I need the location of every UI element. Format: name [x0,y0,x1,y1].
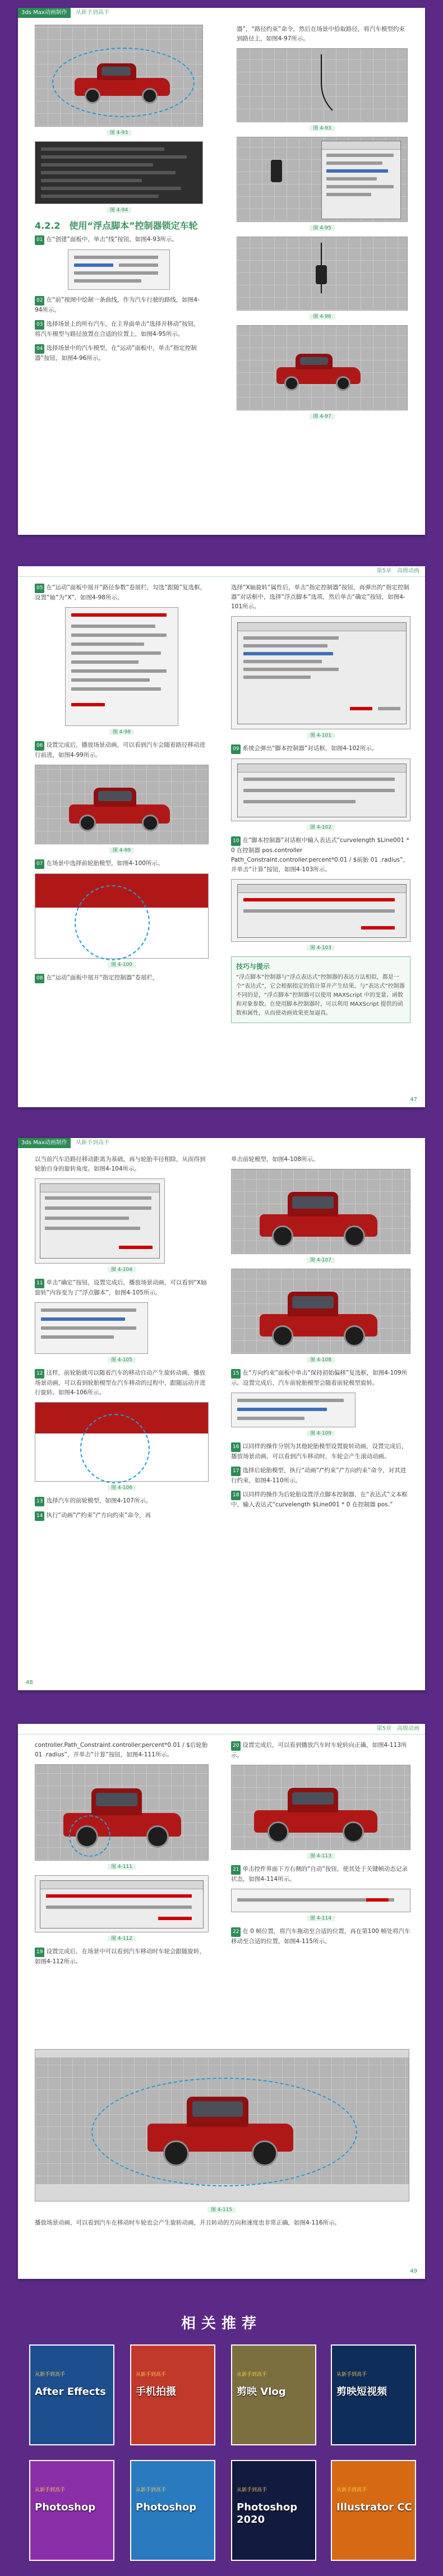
book-cover[interactable]: 从新手到高手 剪映短视频 [331,2344,416,2445]
figure-4-109 [231,1393,356,1427]
book-cover[interactable]: 从新手到高手 剪映 Vlog [231,2344,316,2445]
step-paragraph: 16 以同样的操作分别为其他轮胎模型设置旋转动画，设置完成后，播放场景动画，可以看到汽车移动时，车轮会产生滚动动画。 [231,1443,408,1460]
figure-caption: 图 4-96 [310,314,334,320]
figure-4-101 [231,616,410,729]
step-paragraph: 17 选择后轮胎模型，执行“动画”/“约束”/“方向约束”命令，对其进行约束，如图4-110所示。 [231,1467,407,1484]
figure-caption: 图 4-107 [307,1257,335,1263]
paragraph: 选择“X轴旋转”属性后，单击“指定控制器”按钮，再弹出的“指定控制器”对话框中，选择“浮点脚本”选项，然后单击“确定”按钮，如图4-101所示。 [231,584,409,610]
step-paragraph: 01 在“创建”面板中，单击“线”按钮，如图4-93所示。 [35,235,203,245]
figure-caption: 图 4-115 [207,2207,236,2213]
related-books-section [0,2300,443,2576]
figure-4-106 [35,1402,209,1482]
paragraph: 器”，“路径约束”命令，然后在场景中拾取路径，将汽车模型约束到路径上，如图4-97所示。 [237,26,405,42]
book-cover[interactable]: 从新手到高手 Photoshop [29,2460,114,2561]
figure-4-111 [35,1764,209,1861]
step-paragraph: 15 在“方向约束”面板中单击“保持初始偏移”复选框，如图4-109所示。设置完成后，汽车前轮胎模型会随着前轮模型旋转。 [231,1370,408,1386]
left-column [35,1741,209,1971]
book-cover[interactable]: 从新手到高手 Photoshop 2020 [231,2460,316,2561]
paragraph: 播放场景动画，可以看到汽车在移动时车轮也会产生旋转动画，并且转动的方向和速度也非常正确，如图4-116所示。 [35,2219,341,2226]
running-header [18,1138,425,1148]
figure-4-100 [35,873,209,959]
left-column [35,25,203,368]
right-column [231,1155,410,1514]
page-number: 47 [410,1097,417,1103]
book-cover[interactable]: 从新手到高手 手机拍摄 [130,2344,215,2445]
tip-box [231,956,410,1023]
book-cover[interactable]: 从新手到高手 After Effects [29,2344,114,2445]
step-paragraph: 14 执行“动画”/“约束”/“方向约束”命令，再 [35,1511,209,1521]
figure-caption: 图 4-106 [108,1485,136,1491]
figure-caption: 图 4-102 [307,825,335,830]
running-header: 第5章 高级动画 [18,1724,425,1735]
figure-4-93 [35,25,203,127]
step-paragraph: 03 选择场景上的所有汽车，在主界面单击“选择并移动”按钮，将汽车模型与路径放置在合适的位置上，如图4-95所示。 [35,321,200,337]
step-paragraph: 13 选择汽车的前轮模型，如图4-107所示。 [35,1496,209,1506]
figure-caption: 图 4-93 [107,130,131,136]
step-paragraph: 04 选择场景中的汽车模型，在“运动”面板中，单击“指定控制器”按钮，如图4-96所示。 [35,345,197,362]
figure-caption: 图 4-111 [108,1864,136,1870]
step-paragraph: 09 系统会弹出“脚本控制器”对话框，如图4-102所示。 [231,744,410,754]
red-car-3d [254,1782,377,1844]
step-paragraph: 21 单击控件界面下方右侧的“自动”按钮，使其处于关键帧动态记录状态，如图4-114所示。 [231,1866,408,1883]
left-column [35,583,209,988]
figure-4-114 [231,1889,410,1912]
step-paragraph: 06 设置完成后，播放场景动画，可以看到汽车会随着路径移动进行前进，如图4-99所示。 [35,742,205,759]
red-car-3d [260,1286,377,1348]
figure-4-94-panel [35,141,203,204]
page-number: 48 [26,1680,33,1686]
page-3 [18,1138,425,1690]
figure-caption: 图 4-114 [307,1916,335,1921]
tip-body: “浮点脚本”控制器与“浮点表达式”控制器的表达方法相似，都是一个“表达式”，它会根据指定的值计算并产生结果。与“表达式”控制器不同的是，“浮点脚本”控制器可以使用 MAXScript 中的变量、函数和对象参数。在使用脚本控制器时，可以利用 MAXScript 提供的函数和属性，从而使动画效果更加逼真。 [236,974,405,1016]
figure-caption: 图 4-100 [108,962,136,968]
paragraph: 单击前轮模型，如图4-108所示。 [231,1156,319,1163]
running-header [18,8,425,18]
figure-caption: 图 4-104 [108,1267,136,1273]
tip-title: 技巧与提示 [236,963,270,970]
figure-4-102 [231,759,410,821]
step-paragraph: 02 在“前”视图中绘制一条曲线，作为汽车行驶的路线，如图4-94所示。 [35,297,200,313]
figure-caption: 图 4-95 [310,225,334,231]
step-paragraph: 05 在“运动”面板中展开“路径参数”卷展栏，勾选“跟随”复选框，设置“轴”为“X”，如图4-98所示。 [35,584,206,601]
paragraph: controller.Path_Constraint.controller.percent*0.01 / $后轮胎 01 .radius”，并单击“计算”按钮，如图4-111所示。 [35,1742,208,1758]
figure-4-98 [65,607,178,726]
book-cover[interactable]: 从新手到高手 Photoshop [130,2460,215,2561]
step-paragraph: 07 在场景中选择前轮胎模型，如图4-100所示。 [35,859,209,869]
page-number: 49 [410,2268,417,2274]
figure-caption: 图 4-101 [307,733,335,738]
step-paragraph: 11 单击“确定”按钮，设置完成后，播放场景动画，可以看到“X轴旋转”内容变为了“浮点脚本”，如图4-105所示。 [35,1279,207,1296]
figure-4-108 [231,1269,410,1354]
figure-caption: 图 4-97 [310,414,334,419]
step-paragraph: 19 设置完成后，在场景中可以看到汽车移动时车轮会跟随旋转，如图4-112所示。 [35,1948,205,1965]
figure-caption: 图 4-98 [109,729,134,735]
figure-4-95 [237,137,408,222]
step-paragraph: 12 这样，前轮胎就可以随着汽车的移动自动产生旋转动画，播放场景动画，可以看到轮胎模型在汽车移动的过程中，跟随运动并进行旋转。如图4-106所示。 [35,1370,206,1396]
book-title: 从新手到高手 [75,1140,109,1146]
book-title: 从新手到高手 [75,10,109,16]
figure-caption: 图 4-94 [107,207,131,213]
figure-4-113 [231,1765,410,1850]
figure-4-107 [231,1169,410,1254]
red-car-3d [69,782,170,833]
right-column [237,25,408,425]
right-column [231,583,410,1023]
figure-4-103 [231,879,410,942]
figure-4-99 [35,765,209,844]
figure-4-105 [35,1302,148,1354]
figure-caption: 图 4-113 [307,1853,335,1859]
figure-4-104 [35,1178,165,1264]
figure-caption: 图 4-112 [108,1936,136,1941]
paragraph: 以当前汽车沿路径移动距离为基础，再与轮胎半径相除，从而得到轮胎自身的旋转角度。如图4-104所示。 [35,1156,206,1172]
step-paragraph: 08 在“运动”面板中展开“指定控制器”卷展栏， [35,973,209,983]
section-title: 4.2.2 使用“浮点脚本”控制器锁定车轮 [35,220,198,231]
page-4 [18,1724,425,2279]
step-paragraph: 10 在“脚本控制器”对话框中输入表达式“curvelength $Line001 * 0 在控制器 pos.controller Path_Constraint.controller.percent*0.01 / $前胎 01 .radius”，并单击“计算”按钮，如图4-103所示。 [231,837,409,873]
series-tag: 3ds Max动画制作 [18,8,71,18]
figure-caption: 图 4-109 [307,1431,335,1436]
step-paragraph: 18 以同样的操作为后轮胎设置浮点脚本控制器，在“表达式”文本框中，输入表达式“curvelength $Line001 * 0 在控制器 pos.” [231,1491,408,1508]
figure-4-94 [237,48,408,122]
step-paragraph: 22 在 0 帧位置，将汽车拖动至合适的位置，再在第100 帧处将汽车移动至合适的位置，如图4-115所示。 [231,1928,410,1945]
page-2 [18,566,425,1107]
figure-4-97 [237,325,408,410]
left-column [35,1155,209,1525]
line-button-panel [68,249,170,290]
related-title: 相关推荐 [181,2315,262,2332]
figure-4-96 [237,237,408,311]
book-cover[interactable]: 从新手到高手 Illustrator CC [331,2460,416,2561]
red-car-3d [260,1186,377,1248]
red-car-3d [276,348,361,393]
figure-4-115 [35,2049,409,2202]
figure-4-112 [35,1875,209,1932]
figure-caption: 图 4-105 [108,1357,136,1363]
right-column [231,1741,410,1951]
figure-caption: 图 4-93 [310,126,334,131]
series-tag: 3ds Max动画制作 [18,1138,71,1148]
figure-caption: 图 4-99 [109,848,134,853]
step-paragraph: 20 设置完成后，可以看到播放汽车时车轮转向正确，如图4-113所示。 [231,1742,407,1759]
page-1 [18,8,425,535]
figure-caption: 图 4-103 [307,945,335,951]
figure-caption: 图 4-108 [307,1357,335,1363]
running-header: 第5章 高级动画 [18,566,425,577]
